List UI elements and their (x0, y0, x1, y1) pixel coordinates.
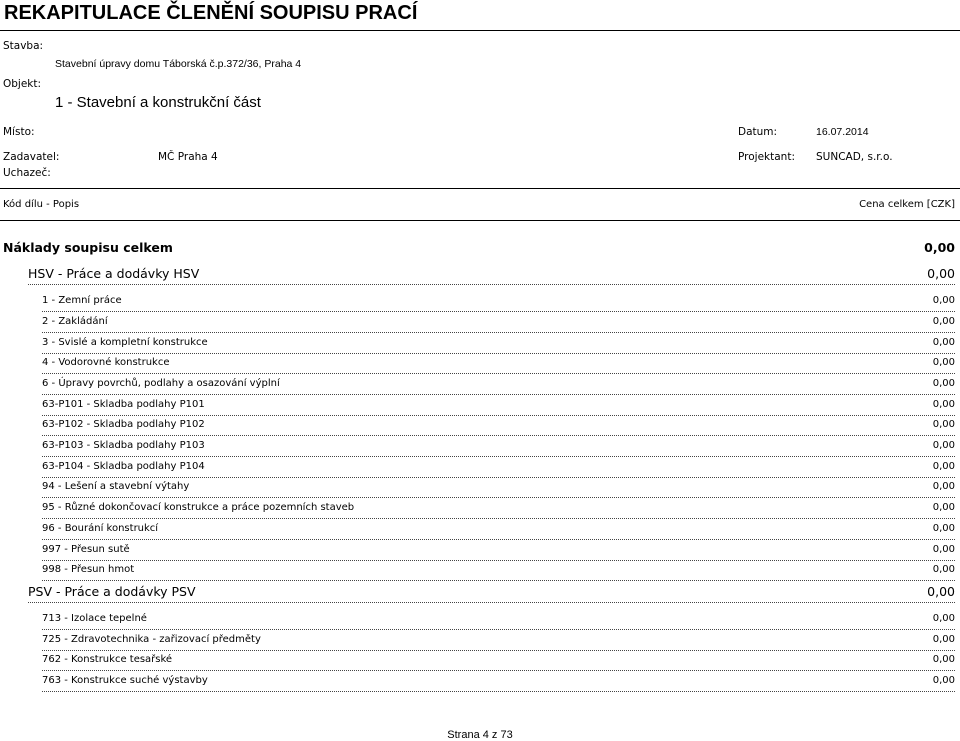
table-row (0, 313, 960, 333)
row-value: 0,00 (932, 399, 955, 410)
dotted-leader (42, 373, 955, 374)
grand-total-label: Náklady soupisu celkem (3, 240, 173, 255)
column-header-divider (0, 220, 960, 221)
header-divider (0, 188, 960, 189)
table-row (0, 520, 960, 540)
row-label: 94 - Lešení a stavební výtahy (42, 481, 190, 492)
table-row (0, 458, 960, 478)
row-label: 763 - Konstrukce suché výstavby (42, 675, 208, 686)
row-label: 95 - Různé dokončovací konstrukce a práce pozemních staveb (42, 502, 355, 513)
dotted-leader (42, 518, 955, 519)
table-row (0, 416, 960, 436)
table-row (0, 610, 960, 630)
table-row (0, 437, 960, 457)
table-row (0, 354, 960, 374)
row-value: 0,00 (932, 544, 955, 555)
stavba-label: Stavba: (3, 40, 44, 52)
row-label: 96 - Bourání konstrukcí (42, 523, 159, 534)
table-row (0, 478, 960, 498)
row-value: 0,00 (932, 654, 955, 665)
row-value: 0,00 (932, 337, 955, 348)
datum-value: 16.07.2014 (816, 126, 869, 138)
zadavatel-value: MČ Praha 4 (158, 151, 218, 163)
objekt-label: Objekt: (3, 78, 42, 90)
column-header-price: Cena celkem [CZK] (859, 199, 955, 210)
dotted-leader (42, 394, 955, 395)
dotted-leader (42, 670, 955, 671)
group-value: 0,00 (927, 584, 955, 599)
dotted-leader (42, 691, 955, 692)
row-label: 1 - Zemní práce (42, 295, 122, 306)
datum-label: Datum: (738, 126, 778, 138)
table-row (0, 651, 960, 671)
table-row (0, 334, 960, 354)
row-value: 0,00 (932, 523, 955, 534)
row-label: 762 - Konstrukce tesařské (42, 654, 173, 665)
dotted-leader (42, 311, 955, 312)
table-row (0, 292, 960, 312)
dotted-leader (42, 497, 955, 498)
row-label: 63-P103 - Skladba podlahy P103 (42, 440, 205, 451)
zadavatel-label: Zadavatel: (3, 151, 60, 163)
dotted-leader (42, 435, 955, 436)
dotted-leader (42, 456, 955, 457)
row-value: 0,00 (932, 419, 955, 430)
uchazec-label: Uchazeč: (3, 167, 51, 179)
title-divider (0, 30, 960, 31)
row-label: 4 - Vodorovné konstrukce (42, 357, 170, 368)
row-label: 713 - Izolace tepelné (42, 613, 147, 624)
table-row (0, 499, 960, 519)
row-value: 0,00 (932, 440, 955, 451)
group-label: HSV - Práce a dodávky HSV (28, 266, 200, 281)
objekt-value: 1 - Stavební a konstrukční část (55, 94, 261, 111)
row-label: 998 - Přesun hmot (42, 564, 135, 575)
table-row (0, 541, 960, 561)
row-value: 0,00 (932, 357, 955, 368)
row-value: 0,00 (932, 461, 955, 472)
row-label: 63-P102 - Skladba podlahy P102 (42, 419, 205, 430)
row-value: 0,00 (932, 613, 955, 624)
projektant-label: Projektant: (738, 151, 795, 163)
table-row (0, 396, 960, 416)
group-row (0, 583, 960, 603)
projektant-value: SUNCAD, s.r.o. (816, 151, 893, 163)
row-label: 2 - Zakládání (42, 316, 108, 327)
row-label: 63-P101 - Skladba podlahy P101 (42, 399, 205, 410)
row-label: 3 - Svislé a kompletní konstrukce (42, 337, 208, 348)
row-value: 0,00 (932, 316, 955, 327)
row-value: 0,00 (932, 378, 955, 389)
row-value: 0,00 (932, 295, 955, 306)
group-row (0, 265, 960, 285)
row-value: 0,00 (932, 634, 955, 645)
dotted-leader (42, 332, 955, 333)
row-label: 6 - Úpravy povrchů, podlahy a osazování výplní (42, 378, 280, 389)
row-label: 997 - Přesun sutě (42, 544, 130, 555)
page-title: REKAPITULACE ČLENĚNÍ SOUPISU PRACÍ (4, 2, 418, 24)
row-value: 0,00 (932, 502, 955, 513)
row-value: 0,00 (932, 564, 955, 575)
table-row (0, 375, 960, 395)
column-header-code: Kód dílu - Popis (3, 199, 80, 210)
table-row (0, 631, 960, 651)
page-number: Strana 4 z 73 (447, 729, 513, 741)
row-label: 63-P104 - Skladba podlahy P104 (42, 461, 205, 472)
group-label: PSV - Práce a dodávky PSV (28, 584, 196, 599)
dotted-leader (28, 284, 955, 285)
row-label: 725 - Zdravotechnika - zařizovací předměty (42, 634, 261, 645)
row-value: 0,00 (932, 481, 955, 492)
dotted-leader (42, 629, 955, 630)
dotted-leader (28, 602, 955, 603)
table-row (0, 561, 960, 581)
dotted-leader (42, 539, 955, 540)
stavba-value: Stavební úpravy domu Táborská č.p.372/36, Praha 4 (55, 58, 302, 70)
row-value: 0,00 (932, 675, 955, 686)
dotted-leader (42, 580, 955, 581)
grand-total-value: 0,00 (924, 240, 955, 255)
group-value: 0,00 (927, 266, 955, 281)
misto-label: Místo: (3, 126, 35, 138)
table-row (0, 672, 960, 692)
